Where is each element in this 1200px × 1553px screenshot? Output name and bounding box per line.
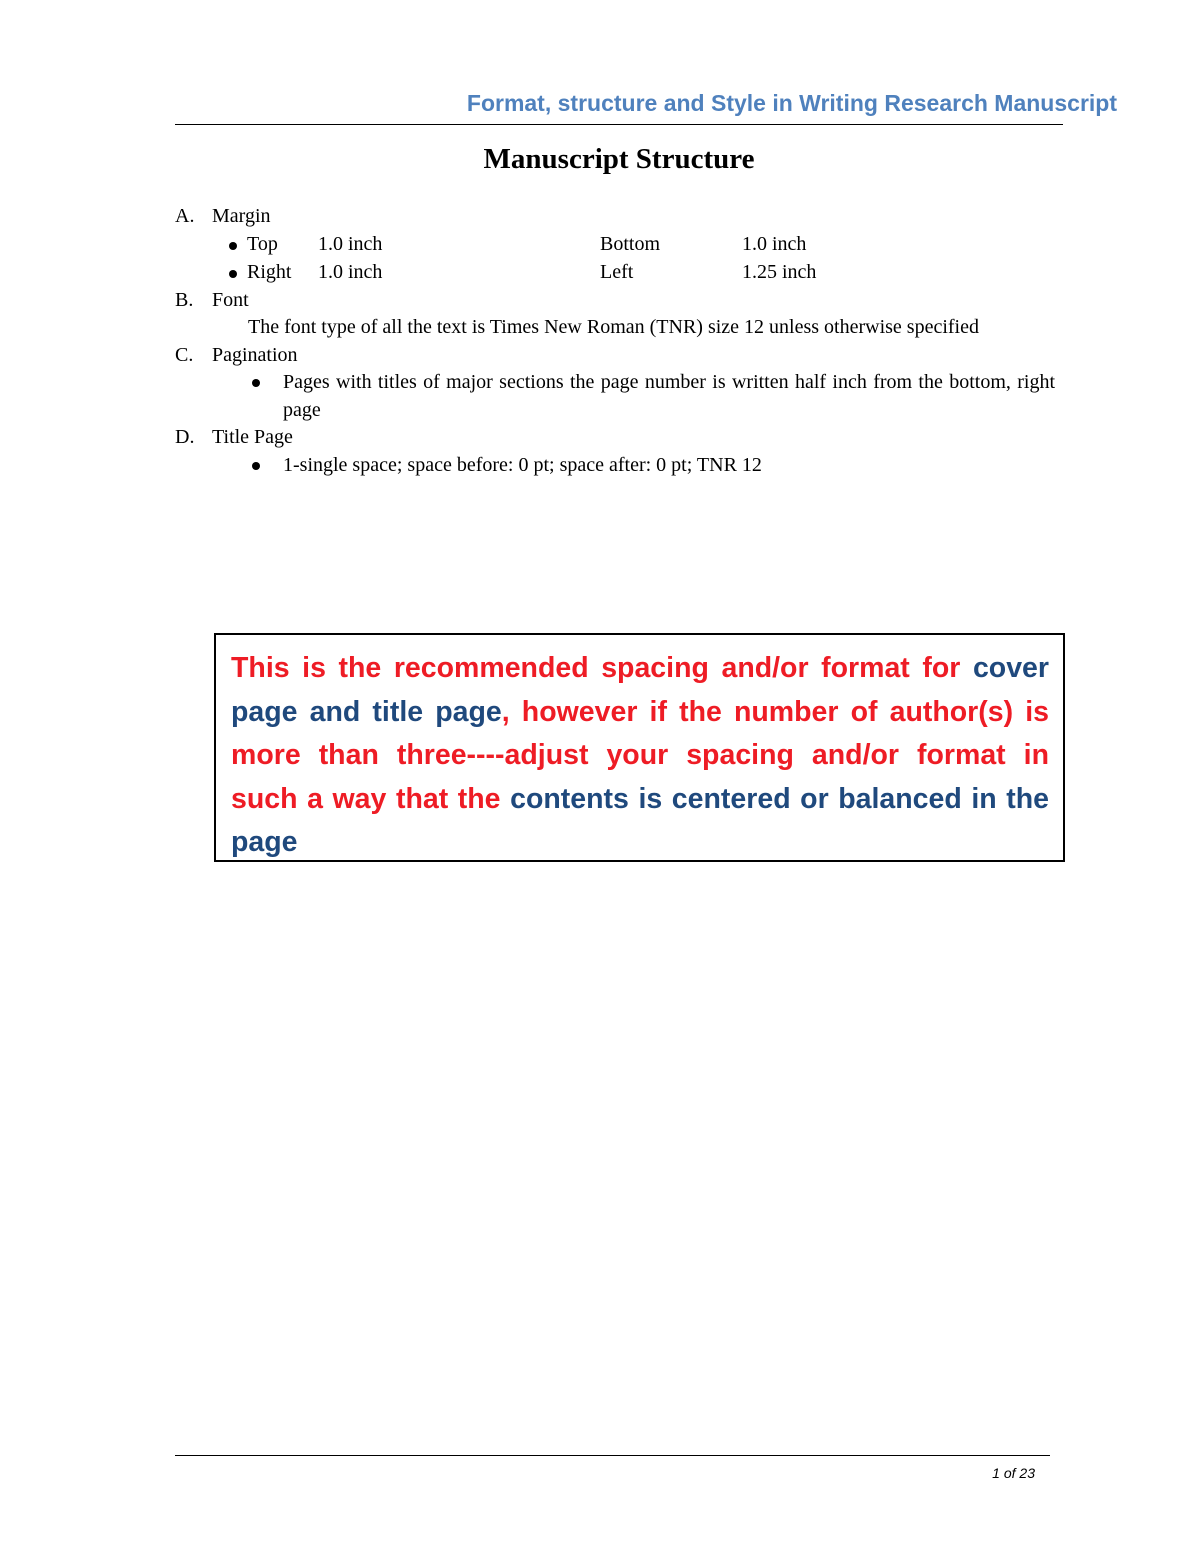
running-header-title: Format, structure and Style in Writing Research Manuscript	[466, 90, 1117, 116]
footer-divider	[175, 1455, 1050, 1456]
note-text-red: This is the recommended spacing and/or format for	[231, 652, 961, 684]
margin-key: Left	[600, 260, 634, 283]
margin-value: 1.0 inch	[318, 260, 383, 283]
page-number: 1 of 23	[992, 1465, 1035, 1481]
section-margin	[175, 203, 1055, 287]
section-title-page	[175, 424, 1055, 479]
recommendation-note-box	[214, 633, 1065, 862]
section-text: The font type of all the text is Times New Roman (TNR) size 12 unless otherwise specified	[248, 316, 979, 338]
section-font	[175, 287, 1055, 342]
note-text-red: , however if the number of author(s) is more than three----adjust your spacing and/or format in such a way that the	[231, 695, 1049, 815]
margin-value: 1.0 inch	[318, 232, 383, 255]
note-text-blue: centered or balanced in the page	[231, 782, 1050, 858]
section-letter: C.	[175, 343, 194, 366]
margin-key: Right	[247, 260, 292, 283]
bullet-icon	[229, 270, 237, 278]
margin-key: Top	[247, 232, 278, 255]
section-label: Margin	[212, 205, 271, 227]
document-body	[175, 203, 1055, 479]
margin-key: Bottom	[600, 232, 661, 255]
bullet-item	[175, 369, 1055, 424]
section-label: Font	[212, 288, 249, 311]
header-divider	[175, 124, 1063, 125]
note-text-blue: contents	[510, 782, 629, 815]
margin-row	[175, 259, 1055, 287]
margin-value: 1.25 inch	[742, 260, 817, 283]
section-letter: A.	[175, 205, 195, 227]
bullet-icon	[252, 379, 260, 387]
bullet-item	[175, 452, 1055, 480]
bullet-text: Pages with titles of major sections the page number is written half inch from the bottom, right page	[283, 371, 1055, 421]
section-pagination	[175, 342, 1055, 425]
bullet-icon	[229, 242, 237, 250]
bullet-text: 1-single space; space before: 0 pt; space after: 0 pt; TNR 12	[283, 453, 762, 476]
page-title: Manuscript Structure	[483, 143, 755, 175]
section-label: Title Page	[212, 426, 293, 448]
section-letter: B.	[175, 288, 194, 311]
margin-row	[175, 231, 1055, 259]
section-letter: D.	[175, 426, 195, 448]
section-label: Pagination	[212, 343, 298, 366]
note-text-blue: is	[638, 782, 663, 815]
note-text-blue: cover page and title page	[231, 652, 1049, 728]
bullet-icon	[252, 462, 260, 470]
margin-value: 1.0 inch	[742, 232, 807, 255]
